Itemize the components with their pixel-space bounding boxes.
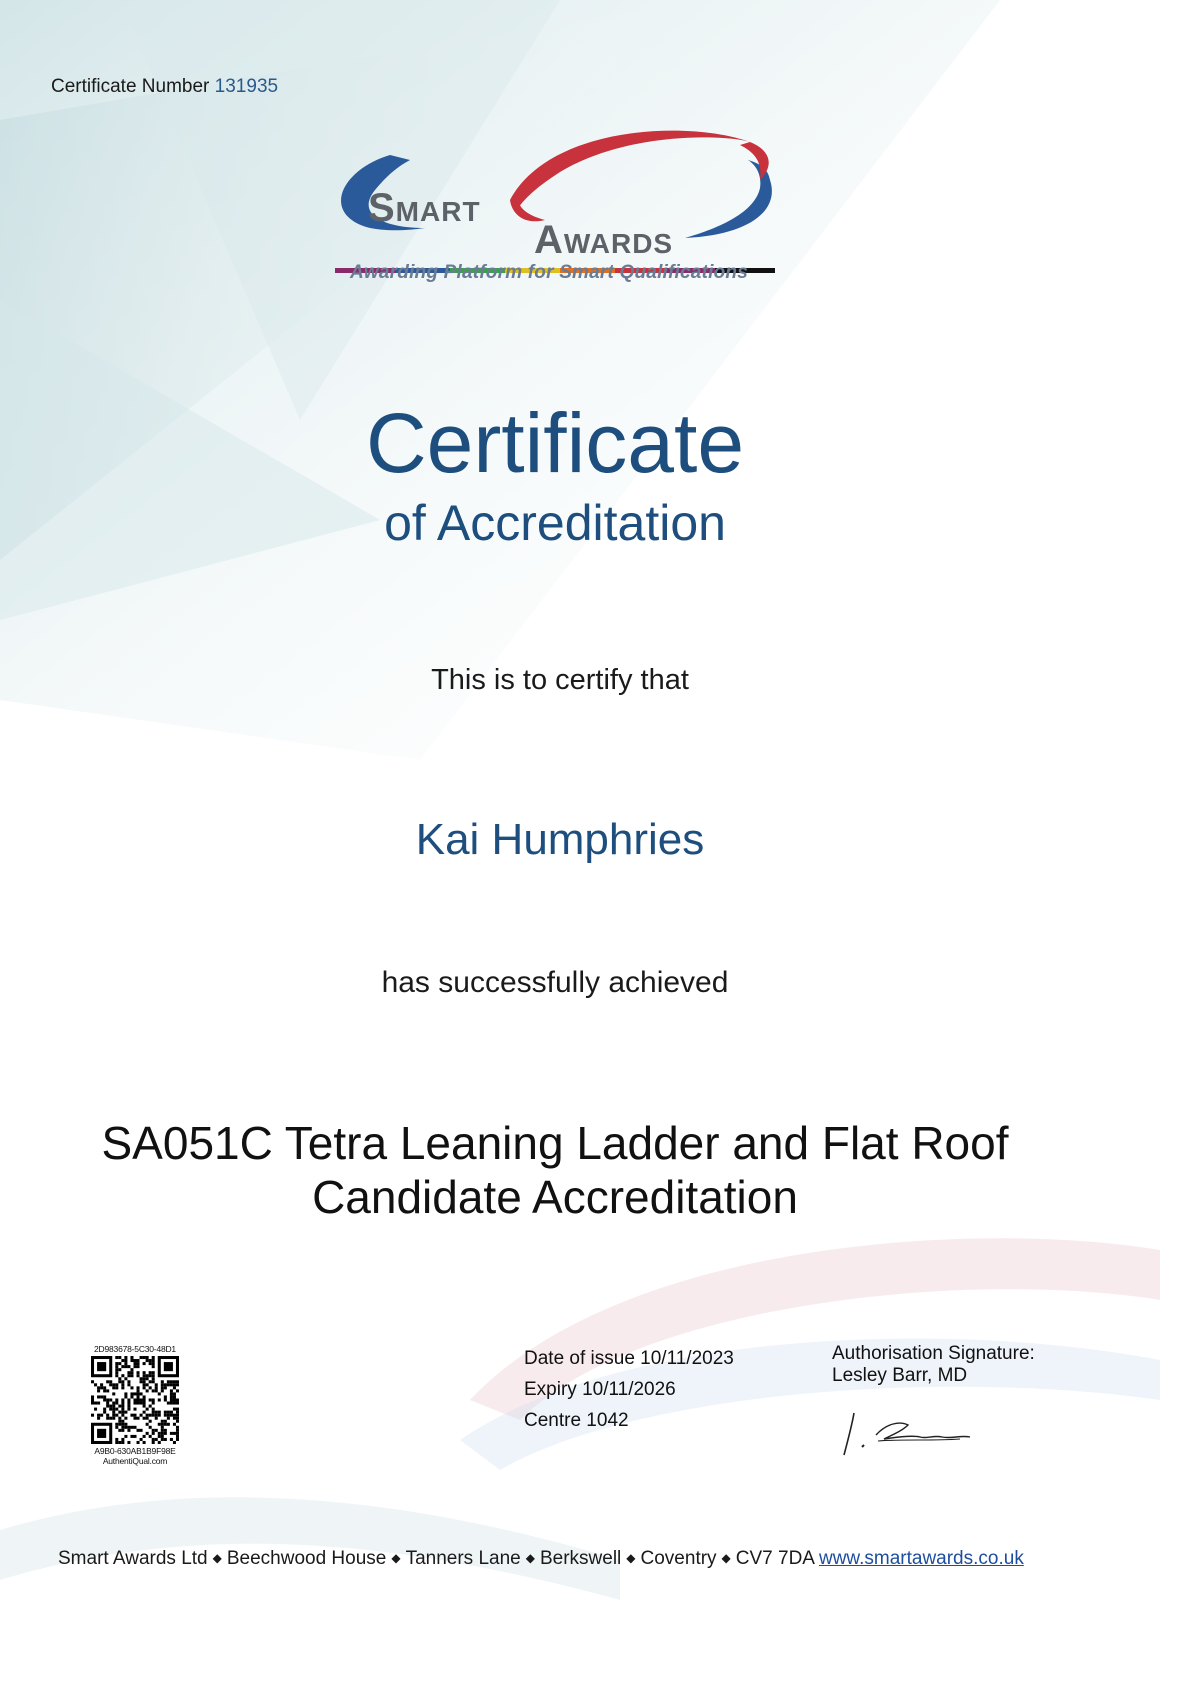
logo-tagline: Awarding Platform for Smart Qualifications	[350, 262, 748, 283]
qr-code-icon[interactable]	[91, 1356, 179, 1444]
certificate-subtitle: of Accreditation	[384, 495, 726, 551]
qualification-title	[40, 1116, 1070, 1224]
footer-address	[58, 1548, 1024, 1570]
recipient-name: Kai Humphries	[415, 815, 705, 864]
qualification-line-1: SA051C Tetra Leaning Ladder and Flat Roof	[101, 1117, 1009, 1169]
logo-word-awards: Awards	[534, 218, 674, 262]
bullet-separator-icon: ◆	[391, 1551, 401, 1565]
footer-item: Beechwood House	[226, 1548, 387, 1569]
date-of-issue: Date of issue 10/11/2023	[524, 1348, 734, 1369]
certificate-title: Certificate	[365, 396, 745, 490]
footer-item: Berkswell	[539, 1548, 622, 1569]
qr-code-bottom: A9B0-630AB1B9F98E	[94, 1446, 176, 1456]
qr-code-top: 2D983678-5C30-48D1	[94, 1344, 176, 1354]
website-link[interactable]: www.smartawards.co.uk	[818, 1548, 1024, 1569]
bullet-separator-icon: ◆	[721, 1551, 731, 1565]
certificate-number-value: 131935	[214, 76, 279, 97]
certificate-number	[51, 76, 278, 98]
footer-item: Smart Awards Ltd	[58, 1548, 208, 1569]
smart-awards-logo	[330, 120, 790, 300]
bullet-separator-icon: ◆	[626, 1551, 636, 1565]
achieved-statement: has successfully achieved	[381, 966, 729, 999]
footer-item: Tanners Lane	[405, 1548, 521, 1569]
centre-number: Centre 1042	[524, 1410, 629, 1431]
footer-item: CV7 7DA	[735, 1548, 815, 1569]
certify-statement: This is to certify that	[431, 664, 689, 696]
bullet-separator-icon: ◆	[212, 1551, 222, 1565]
qr-verification-block	[80, 1344, 190, 1466]
certificate-number-label: Certificate Number	[51, 76, 210, 97]
footer-item: Coventry	[640, 1548, 717, 1569]
logo-word-smart: Smart	[368, 186, 481, 230]
authorisation-label: Authorisation Signature:	[832, 1343, 1035, 1364]
qr-site: AuthentiQual.com	[102, 1456, 168, 1466]
issue-details	[524, 1343, 734, 1436]
bullet-separator-icon: ◆	[525, 1551, 535, 1565]
handwritten-signature	[842, 1405, 982, 1465]
authorisation-block	[832, 1343, 1035, 1387]
expiry-date: Expiry 10/11/2026	[524, 1379, 676, 1400]
authorisation-name: Lesley Barr, MD	[832, 1365, 968, 1386]
qualification-line-2: Candidate Accreditation	[312, 1171, 798, 1223]
